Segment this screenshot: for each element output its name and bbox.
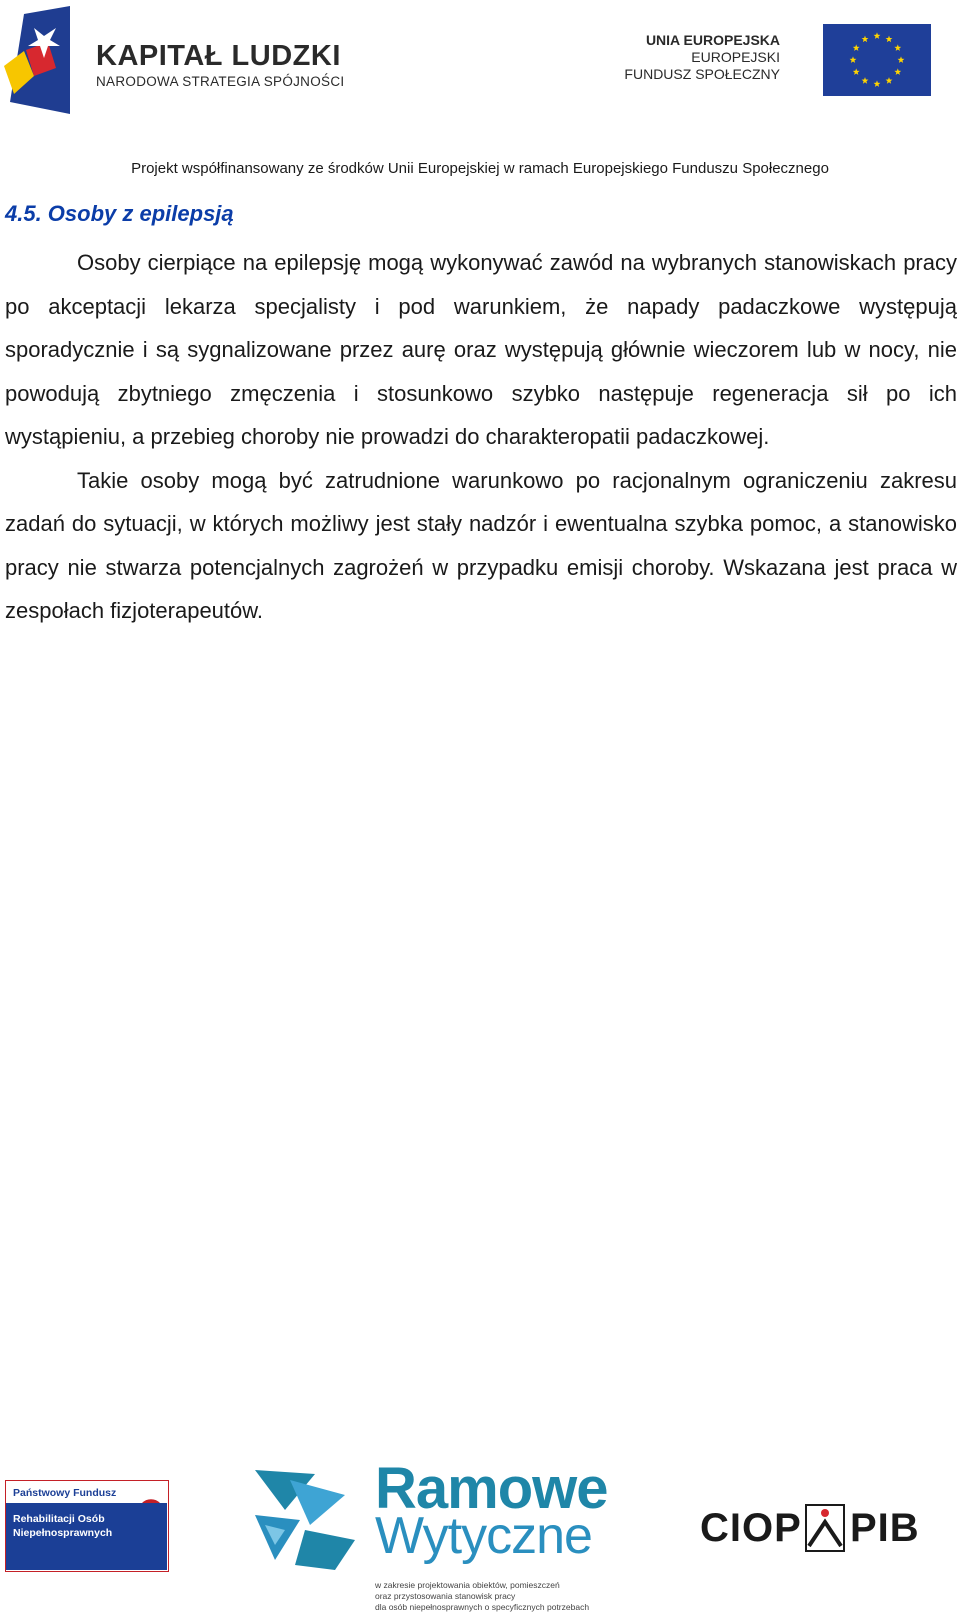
page-footer xyxy=(0,1456,960,1620)
pfron-line-1: Państwowy Fundusz xyxy=(13,1487,117,1499)
eu-flag-icon xyxy=(823,24,931,96)
document-body xyxy=(5,199,957,633)
logo-title: KAPITAŁ LUDZKI xyxy=(96,40,341,72)
eu-line-2: EUROPEJSKI xyxy=(691,49,780,65)
eu-wordmark xyxy=(624,32,780,83)
eu-line-3: FUNDUSZ SPOŁECZNY xyxy=(624,66,780,82)
ramowe-caption-2: oraz przystosowania stanowisk pracy xyxy=(375,1591,516,1601)
pfron-line-3: Niepełnosprawnych xyxy=(13,1527,113,1539)
pfron-lines xyxy=(13,1512,112,1540)
cofinancing-note: Projekt współfinansowany ze środków Unii Europejskiej w ramach Europejskiego Funduszu Społecznego xyxy=(131,160,829,177)
eu-line-1: UNIA EUROPEJSKA xyxy=(645,32,780,48)
kapital-ludzki-logo-icon xyxy=(4,6,74,114)
ciop-figure-icon xyxy=(805,1504,845,1552)
pib-text: PIB xyxy=(850,1506,920,1550)
ramowe-wytyczne-graphic-icon xyxy=(255,1470,355,1570)
paragraph-1: Osoby cierpiące na epilepsję mogą wykonywać zawód na wybranych stanowiskach pracy po akceptacji lekarza specjalisty i pod warunkiem, że napady padaczkowe występują sporadycznie i są sygnalizowane przez aurę oraz występują głównie wieczorem lub w nocy, nie powodują zbytniego zmęczenia i stosunkowo szybko następuje regeneracja sił po ich wystąpieniu, a przebieg choroby nie prowadzi do charakteropatii padaczkowej. xyxy=(5,250,957,449)
ramowe-caption-3: dla osób niepełnosprawnych o specyficznych potrzebach xyxy=(375,1602,590,1612)
ramowe-caption xyxy=(375,1580,589,1613)
ramowe-title: Ramowe xyxy=(375,1456,608,1521)
pfron-logo xyxy=(5,1480,169,1572)
logo-subtitle: NARODOWA STRATEGIA SPÓJNOŚCI xyxy=(96,74,345,89)
ciop-text: CIOP xyxy=(700,1506,802,1550)
ramowe-caption-1: w zakresie projektowania obiektów, pomieszczeń xyxy=(375,1580,560,1590)
kapital-ludzki-wordmark xyxy=(96,40,344,89)
page-header xyxy=(0,0,960,190)
section-heading: 4.5. Osoby z epilepsją xyxy=(5,201,234,226)
paragraph-2: Takie osoby mogą być zatrudnione warunkowo po racjonalnym ograniczeniu zakresu zadań do sytuacji, w których możliwy jest stały nadzór i ewentualna szybka pomoc, a stanowisko pracy nie stwarza potencjalnych zagrożeń w przypadku emisji choroby. Wskazana jest praca w zespołach fizjoterapeutów. xyxy=(5,467,957,623)
ramowe-subtitle: Wytyczne xyxy=(375,1507,592,1565)
pfron-line-2: Rehabilitacji Osób xyxy=(13,1513,105,1525)
